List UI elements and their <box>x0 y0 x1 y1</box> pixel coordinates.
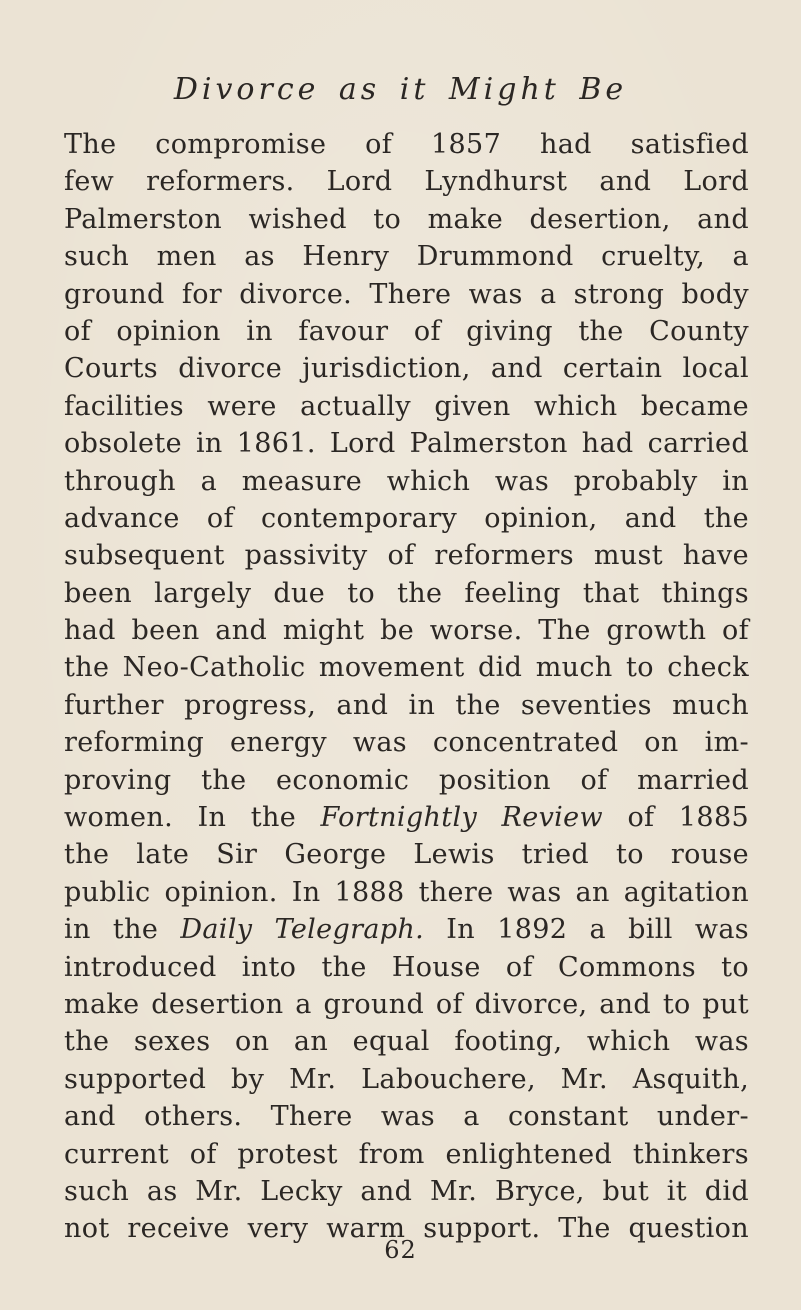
text-line <box>64 276 749 313</box>
text-run: in the <box>64 914 181 946</box>
italic-title: Fortnightly Review <box>320 802 603 834</box>
text-run: supported by Mr. Labouchere, Mr. Asquith, <box>64 1063 749 1095</box>
page-number: 62 <box>384 1236 417 1264</box>
text-run: facilities were actually given which became <box>64 390 749 422</box>
text-line <box>64 201 749 238</box>
text-line <box>64 537 749 574</box>
text-run: through a measure which was probably in <box>64 465 749 497</box>
text-line <box>64 238 749 275</box>
text-run: proving the economic position of married <box>64 764 749 796</box>
text-line <box>64 1061 749 1098</box>
text-run: The compromise of 1857 had satisfied <box>64 129 749 160</box>
text-line <box>64 1023 749 1060</box>
text-run: Courts divorce jurisdiction, and certain local <box>64 353 749 385</box>
text-run: the late Sir George Lewis tried to rouse <box>64 839 749 871</box>
text-line <box>64 911 749 948</box>
text-run: of 1885 <box>602 802 749 834</box>
italic-title: Daily Telegraph. <box>180 914 425 946</box>
text-run: ground for divorce. There was a strong body <box>64 278 749 310</box>
text-line <box>64 762 749 799</box>
text-run: advance of contemporary opinion, and the <box>64 502 749 534</box>
text-line <box>64 1098 749 1135</box>
text-run: subsequent passivity of reformers must have <box>64 540 749 572</box>
text-line <box>64 836 749 873</box>
text-run: reforming energy was concentrated on im- <box>64 727 749 759</box>
text-line <box>64 799 749 836</box>
text-run: further progress, and in the seventies much <box>64 689 749 721</box>
text-run: and others. There was a constant under- <box>64 1101 749 1133</box>
text-run: public opinion. In 1888 there was an agitation <box>64 876 749 908</box>
text-run: such as Mr. Lecky and Mr. Bryce, but it did <box>64 1175 749 1207</box>
text-run: been largely due to the feeling that things <box>64 577 749 609</box>
text-line <box>64 500 749 537</box>
text-run: the sexes on an equal footing, which was <box>64 1026 749 1058</box>
text-line <box>64 388 749 425</box>
text-run: introduced into the House of Commons to <box>64 951 749 983</box>
text-line <box>64 1173 749 1210</box>
text-line <box>64 1136 749 1173</box>
text-run: women. In the <box>64 802 321 834</box>
text-run: of opinion in favour of giving the County <box>64 315 749 347</box>
text-line <box>64 649 749 686</box>
text-run: In 1892 a bill was <box>424 914 750 946</box>
text-run: obsolete in 1861. Lord Palmerston had carried <box>64 428 749 460</box>
text-line <box>64 724 749 761</box>
running-head: Divorce as it Might Be <box>173 72 628 107</box>
text-line <box>64 687 749 724</box>
text-line <box>64 126 749 163</box>
text-run: such men as Henry Drummond cruelty, a <box>64 241 749 273</box>
text-line <box>64 350 749 387</box>
text-line <box>64 949 749 986</box>
text-line <box>64 575 749 612</box>
text-line <box>64 874 749 911</box>
text-line <box>64 612 749 649</box>
text-run: the Neo-Catholic movement did much to check <box>64 652 749 684</box>
text-run: current of protest from enlightened thinkers <box>64 1138 749 1170</box>
body-text <box>64 126 749 1248</box>
text-run: few reformers. Lord Lyndhurst and Lord <box>64 166 749 198</box>
text-line <box>64 986 749 1023</box>
text-run: make desertion a ground of divorce, and to put <box>64 988 749 1020</box>
text-run: Palmerston wished to make desertion, and <box>64 203 749 235</box>
text-line <box>64 163 749 200</box>
text-line <box>64 313 749 350</box>
text-line <box>64 425 749 462</box>
text-line <box>64 463 749 500</box>
text-run: not receive very warm support. The question <box>64 1213 749 1245</box>
text-run: had been and might be worse. The growth of <box>64 615 749 647</box>
